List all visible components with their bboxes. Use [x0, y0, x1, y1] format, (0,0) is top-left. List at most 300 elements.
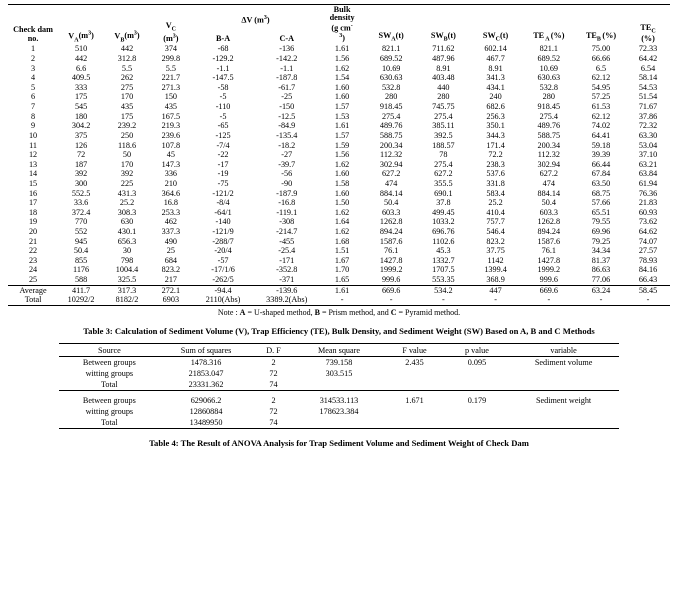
- table-cell: 745.75: [432, 102, 455, 112]
- table-cell: 603.3: [539, 207, 559, 217]
- table-cell: 74.02: [591, 121, 611, 131]
- table-cell: -5: [219, 92, 227, 102]
- table-cell: -: [319, 296, 365, 306]
- table-cell: 84.16: [638, 265, 658, 275]
- table-cell: 275.4: [381, 111, 401, 121]
- table-cell: 884.14: [379, 188, 403, 198]
- anova-body: [59, 357, 619, 428]
- table-cell: 1.57: [334, 130, 350, 140]
- table-cell: -308: [279, 217, 295, 227]
- anova-header-variable: variable: [508, 344, 619, 357]
- table-cell: -7/4: [216, 140, 230, 150]
- cell-check-dam-no: 21: [28, 236, 38, 246]
- table-cell: 696.76: [432, 226, 455, 236]
- table-cell: 656.3: [117, 236, 137, 246]
- table-cell: -84.9: [278, 121, 296, 131]
- table-cell: 435: [120, 102, 134, 112]
- table-cell: 440: [437, 82, 450, 92]
- anova-cell: 314533.113: [319, 396, 359, 406]
- table-cell: -17/1/6: [211, 265, 235, 275]
- table-cell: 50.4: [541, 198, 556, 208]
- anova-cell: [383, 406, 445, 417]
- table-cell: 602.14: [484, 44, 507, 54]
- table-cell: 375: [74, 130, 88, 140]
- table-cell: 884.14: [537, 188, 561, 198]
- table-cell: 487.96: [432, 54, 455, 64]
- anova-cell: [383, 368, 445, 379]
- table-cell: 1707.5: [432, 265, 455, 275]
- anova-cell-source: Total: [59, 417, 160, 428]
- table-cell: 392: [120, 169, 134, 179]
- table-cell: 1262.8: [379, 217, 403, 227]
- anova-cell: Sediment volume: [534, 358, 593, 368]
- header-delta-v-group: ΔV $(m^3)$: [192, 5, 319, 27]
- anova-cell: 0.179: [467, 396, 487, 406]
- table-cell: -: [417, 296, 469, 306]
- table-cell: 1.61: [334, 44, 350, 54]
- anova-header-p-value: p value: [446, 344, 508, 357]
- table-cell: 1102.6: [432, 236, 455, 246]
- anova-cell: 2: [271, 358, 276, 368]
- table-cell: 75.00: [591, 44, 611, 54]
- anova-cell: [508, 379, 619, 390]
- table-cell: 1.51: [334, 246, 350, 256]
- table-cell: 60.93: [638, 207, 658, 217]
- table-cell: -90: [281, 178, 293, 188]
- table-cell: 2110(Abs): [192, 296, 255, 306]
- table-cell: 21.83: [638, 198, 658, 208]
- table-cell: 308.3: [117, 207, 137, 217]
- table-cell: 1.67: [334, 255, 350, 265]
- table-cell: 1262.8: [537, 217, 561, 227]
- table-cell: 1.60: [334, 82, 350, 92]
- table-cell: 1.60: [334, 169, 350, 179]
- table-cell: 272.1: [150, 286, 192, 296]
- table-cell: 1.61: [319, 286, 365, 296]
- table-cell: -1.1: [280, 63, 294, 73]
- table-cell: -12.5: [278, 111, 296, 121]
- table-cell: -187.9: [276, 188, 298, 198]
- table-cell: 50.4: [73, 246, 89, 256]
- table-row: [8, 131, 670, 141]
- anova-header-mean-square: Mean square: [295, 344, 384, 357]
- anova-cell: [446, 379, 508, 390]
- table-cell: 552: [74, 226, 88, 236]
- sediment-table: [8, 4, 670, 306]
- table-cell: 333: [74, 82, 88, 92]
- anova-cell: 72: [269, 406, 278, 416]
- table-cell: -: [365, 296, 417, 306]
- cell-check-dam-no: 23: [28, 255, 38, 265]
- anova-cell: 1478.316: [190, 358, 222, 368]
- table-cell: 225: [120, 178, 134, 188]
- header-swb: $SW_B(t)$: [417, 5, 469, 45]
- table-cell: -16.8: [278, 198, 296, 208]
- table-cell: -171: [279, 255, 295, 265]
- table-cell: 8.91: [436, 63, 451, 73]
- table-cell: -140: [215, 217, 231, 227]
- table-cell: 50.4: [384, 198, 399, 208]
- table-cell: 53.04: [638, 140, 658, 150]
- table-cell: 499.45: [432, 207, 455, 217]
- table-cell: -39.7: [278, 159, 296, 169]
- table-note: Note : A = U-shaped method, B = Prism method, and C = Pyramid method.: [217, 308, 461, 318]
- table-row-total: [8, 296, 670, 306]
- anova-cell: [508, 368, 619, 379]
- table-cell: 1.68: [334, 236, 350, 246]
- anova-cell: [383, 417, 445, 428]
- table-header-row: [8, 5, 670, 27]
- table-cell: 30: [122, 246, 132, 256]
- table-cell: 180: [74, 111, 88, 121]
- table-cell: -22: [217, 150, 229, 160]
- table-cell: 262: [120, 73, 134, 83]
- header-swa: $SW_A(t)$: [365, 5, 417, 45]
- table-cell: -57: [217, 255, 229, 265]
- table-cell: 1.62: [334, 226, 350, 236]
- table-cell: 147.3: [161, 159, 181, 169]
- table-cell: -: [576, 296, 626, 306]
- anova-row: [59, 379, 619, 390]
- table-cell: 57.66: [591, 198, 611, 208]
- table-cell: 447: [469, 286, 521, 296]
- table-cell: 1.60: [334, 92, 350, 102]
- cell-check-dam-no: 13: [28, 159, 38, 169]
- table-cell: 1427.8: [379, 255, 403, 265]
- table-cell: 175: [74, 92, 88, 102]
- table-cell: 403.48: [432, 73, 455, 83]
- anova-cell: 2: [271, 396, 276, 406]
- table-cell: 76.1: [384, 246, 399, 256]
- table-cell: 392.5: [434, 130, 453, 140]
- table-cell: 588.75: [537, 130, 561, 140]
- table-cell: 341.3: [486, 73, 505, 83]
- table-cell: -125: [215, 130, 231, 140]
- table-cell: 34.34: [591, 246, 611, 256]
- table-cell: -129.2: [212, 54, 234, 64]
- table-cell: 221.7: [161, 73, 181, 83]
- table-cell: -94.4: [192, 286, 255, 296]
- cell-check-dam-no: 11: [29, 140, 37, 150]
- table-cell: 489.76: [537, 121, 561, 131]
- cell-check-dam-no: 24: [28, 265, 38, 275]
- table-cell: 112.32: [380, 150, 403, 160]
- table-cell: 1999.2: [537, 265, 561, 275]
- table-cell: 8.91: [488, 63, 503, 73]
- table-cell: 945: [74, 236, 88, 246]
- anova-cell: 74: [252, 379, 294, 390]
- table-cell: 79.25: [591, 236, 611, 246]
- header-check-dam-no: Check dam no.: [8, 5, 58, 45]
- anova-cell: 21853.047: [188, 368, 224, 378]
- table-cell: 69.96: [591, 226, 611, 236]
- table-cell: 73.62: [638, 217, 658, 227]
- table-cell: -18.2: [278, 140, 296, 150]
- table-cell: -: [626, 296, 670, 306]
- table-cell: 1332.7: [432, 255, 455, 265]
- table-cell: 72: [76, 150, 86, 160]
- table-cell: 81.37: [591, 255, 611, 265]
- table-cell: -68: [217, 44, 229, 54]
- table-cell: 37.8: [436, 198, 451, 208]
- table-cell: 630: [120, 217, 134, 227]
- table-cell: 583.4: [486, 188, 505, 198]
- table-cell: 689.52: [379, 54, 403, 64]
- table-cell: 490: [164, 236, 177, 246]
- table-cell: 1.56: [334, 150, 350, 160]
- table-cell: 188.57: [432, 140, 455, 150]
- table-cell: 5.5: [165, 63, 176, 73]
- table-cell: 118.6: [117, 140, 137, 150]
- table-cell: 1.57: [334, 102, 350, 112]
- anova-cell: 629066.2: [190, 396, 222, 406]
- anova-header-row: [59, 344, 619, 357]
- table-cell: 58.14: [638, 73, 658, 83]
- cell-check-dam-no: 25: [28, 275, 38, 285]
- table-cell: 368.9: [486, 275, 505, 285]
- table-cell: 337.3: [161, 226, 181, 236]
- table-cell: 45.3: [436, 246, 451, 256]
- cell-check-dam-no: 12: [28, 150, 38, 160]
- table-cell: 65.51: [591, 207, 611, 217]
- table-cell: 275.4: [434, 111, 453, 121]
- table-cell: 16.8: [163, 198, 179, 208]
- table-cell: 72.33: [638, 44, 658, 54]
- table-cell: 64.41: [591, 130, 611, 140]
- table-cell: 442: [74, 54, 88, 64]
- table-row: [8, 170, 670, 180]
- table-cell: 350.1: [486, 121, 505, 131]
- header-vb-unit: $(m^3)$: [124, 30, 140, 41]
- header-vc-unit: $(m^3)$: [163, 33, 179, 43]
- cell-check-dam-no: 14: [28, 169, 38, 179]
- table-cell: -352.8: [276, 265, 298, 275]
- table-cell: 71.67: [638, 102, 658, 112]
- table-cell: -121/2: [212, 188, 234, 198]
- table-cell: 532.8: [381, 82, 401, 92]
- table-row-average: [8, 286, 670, 296]
- table-cell: 37.86: [638, 111, 658, 121]
- table-cell: 331.8: [486, 178, 505, 188]
- table-cell: -: [522, 296, 576, 306]
- cell-check-dam-no: 5: [31, 82, 36, 92]
- table-cell: 187: [74, 159, 88, 169]
- table-cell: -119.1: [276, 207, 298, 217]
- table-cell: 1004.4: [115, 265, 139, 275]
- table-cell: 217: [164, 275, 177, 285]
- header-dv-ba: B-A: [216, 33, 231, 43]
- table-cell: 175: [120, 111, 134, 121]
- anova-cell: 178623.384: [319, 406, 359, 416]
- table-cell: 167.5: [161, 111, 181, 121]
- header-bulk-density: Bulk density (g cm- $^3$): [319, 5, 365, 45]
- table-cell: 434.1: [486, 82, 505, 92]
- table-cell: 545: [74, 102, 88, 112]
- table-cell: -288/7: [212, 236, 234, 246]
- table-cell: -150: [279, 102, 295, 112]
- anova-cell-source: Between groups: [82, 396, 136, 406]
- anova-cell: 13489950: [160, 417, 253, 428]
- table-cell: 77.06: [591, 275, 611, 285]
- table-cell: 1.61: [334, 121, 350, 131]
- cell-check-dam-no: 7: [31, 102, 36, 112]
- table-cell: 467.7: [486, 54, 505, 64]
- table-cell: 239.2: [117, 121, 137, 131]
- table-row: [8, 247, 670, 257]
- table-cell: 10.69: [539, 63, 559, 73]
- table-cell: 68.75: [591, 188, 611, 198]
- table-cell: 630.63: [379, 73, 403, 83]
- table-cell: -455: [279, 236, 295, 246]
- table-cell: 823.2: [486, 236, 505, 246]
- table-cell: 76.1: [541, 246, 556, 256]
- table-cell: 684: [164, 255, 177, 265]
- table-cell: 45: [166, 150, 175, 160]
- anova-header-f-value: F value: [383, 344, 445, 357]
- table-cell: 63.84: [638, 169, 658, 179]
- anova-cell: [446, 417, 508, 428]
- table-cell: -142.2: [276, 54, 298, 64]
- table-cell: -135.4: [276, 130, 298, 140]
- table-cell: -110: [215, 102, 231, 112]
- cell-check-dam-no: 19: [28, 217, 38, 227]
- anova-cell: 74: [252, 417, 294, 428]
- anova-cell: [383, 379, 445, 390]
- table-row: [8, 276, 670, 286]
- table-cell: 63.21: [638, 159, 658, 169]
- table-cell: -75: [217, 178, 229, 188]
- table-cell: 999.6: [539, 275, 559, 285]
- table-cell: 72.2: [488, 150, 503, 160]
- table-row: [8, 122, 670, 132]
- table-cell: 462: [164, 217, 177, 227]
- table-cell: 317.3: [104, 286, 150, 296]
- anova-cell-source: witting groups: [85, 368, 134, 378]
- table-cell: 1176: [73, 265, 90, 275]
- caption-table-4: Table 4: The Result of ANOVA Analysis for Trap Sediment Volume and Sediment Weight of Check Dam: [149, 437, 529, 448]
- anova-row: [59, 368, 619, 379]
- table-cell: -262/5: [212, 275, 234, 285]
- anova-cell-source: Total: [59, 379, 160, 390]
- table-cell: 1587.6: [379, 236, 403, 246]
- table-cell: -1.1: [216, 63, 230, 73]
- table-cell: 57.25: [591, 92, 611, 102]
- table-cell: 312.8: [117, 54, 137, 64]
- table-cell: 78: [439, 150, 448, 160]
- table-cell: 894.24: [379, 226, 403, 236]
- cell-check-dam-no: 1: [31, 44, 36, 54]
- table-cell: 689.52: [537, 54, 561, 64]
- table-cell: 1.70: [334, 265, 350, 275]
- table-cell: 489.76: [379, 121, 403, 131]
- table-cell: 336: [164, 169, 177, 179]
- cell-check-dam-no: 3: [31, 63, 36, 73]
- anova-table: [59, 343, 619, 428]
- table-cell: 823.2: [161, 265, 181, 275]
- table-cell: -61.7: [278, 82, 296, 92]
- table-cell: 280: [385, 92, 398, 102]
- table-cell: 1.62: [334, 207, 350, 217]
- table-cell: 219.3: [161, 121, 181, 131]
- table-cell: 532.8: [539, 82, 559, 92]
- table-cell: 1427.8: [537, 255, 561, 265]
- table-cell: 58.45: [626, 286, 670, 296]
- table-cell: 474: [385, 178, 398, 188]
- table-cell: -8/4: [216, 198, 230, 208]
- table-cell: -19: [217, 169, 229, 179]
- table-cell: 33.6: [73, 198, 89, 208]
- header-tec: $TE_C$ (%): [626, 5, 670, 45]
- table-cell: -58: [217, 82, 229, 92]
- table-cell: -27: [281, 150, 293, 160]
- table-cell: 170: [120, 92, 134, 102]
- table-cell: 170: [120, 159, 134, 169]
- anova-cell: [508, 417, 619, 428]
- table-cell: 1.56: [334, 54, 350, 64]
- table-cell: 690.1: [434, 188, 453, 198]
- cell-check-dam-no: 18: [28, 207, 38, 217]
- anova-cell-source: Between groups: [82, 358, 136, 368]
- table-cell: 711.62: [432, 44, 455, 54]
- table-cell: -25.4: [278, 246, 296, 256]
- table-cell: 1399.4: [484, 265, 507, 275]
- table-cell: 25.2: [488, 198, 503, 208]
- table-cell: 410.4: [486, 207, 505, 217]
- header-vb: $V_B(m^3)$: [104, 5, 150, 45]
- table-cell: 107.8: [161, 140, 181, 150]
- table-cell: 37.10: [638, 150, 658, 160]
- table-cell: 10.69: [381, 63, 401, 73]
- table-cell: 409.5: [71, 73, 91, 83]
- table-cell: 271.3: [161, 82, 181, 92]
- anova-cell: [446, 368, 508, 379]
- table-cell: 210: [164, 178, 177, 188]
- table-cell: 74.07: [638, 236, 658, 246]
- table-cell: 5.5: [121, 63, 133, 73]
- table-cell: 552.5: [71, 188, 91, 198]
- table-cell: -: [469, 296, 521, 306]
- table-cell: 588: [74, 275, 88, 285]
- anova-cell: 739.158: [325, 358, 353, 368]
- header-swc: $SW_C(t)$: [469, 5, 521, 45]
- table-cell: 240: [489, 92, 502, 102]
- table-cell: 63.30: [638, 130, 658, 140]
- table-cell: 280: [437, 92, 450, 102]
- table-cell: 112.32: [537, 150, 560, 160]
- table-cell: 1.50: [334, 198, 350, 208]
- table-cell: -136: [279, 44, 295, 54]
- anova-cell: Sediment weight: [535, 396, 592, 406]
- table-cell: 1.62: [334, 63, 350, 73]
- table-cell: 1.53: [334, 111, 350, 121]
- anova-cell: 12860884: [189, 406, 223, 416]
- table-cell: 304.2: [71, 121, 91, 131]
- table-cell: 372.4: [71, 207, 91, 217]
- table-cell: 51.54: [638, 92, 658, 102]
- table-cell: 63.24: [576, 286, 626, 296]
- table-cell: 238.3: [486, 159, 505, 169]
- table-cell: -56: [281, 169, 293, 179]
- table-cell: 66.66: [591, 54, 611, 64]
- table-cell: -65: [217, 121, 229, 131]
- table-cell: 999.6: [381, 275, 401, 285]
- table-body: [8, 45, 670, 306]
- table-row: [8, 179, 670, 189]
- table-cell: 325.5: [117, 275, 137, 285]
- table-cell: 59.18: [591, 140, 611, 150]
- table-cell: 1.64: [334, 217, 350, 227]
- table-cell: 442: [120, 44, 134, 54]
